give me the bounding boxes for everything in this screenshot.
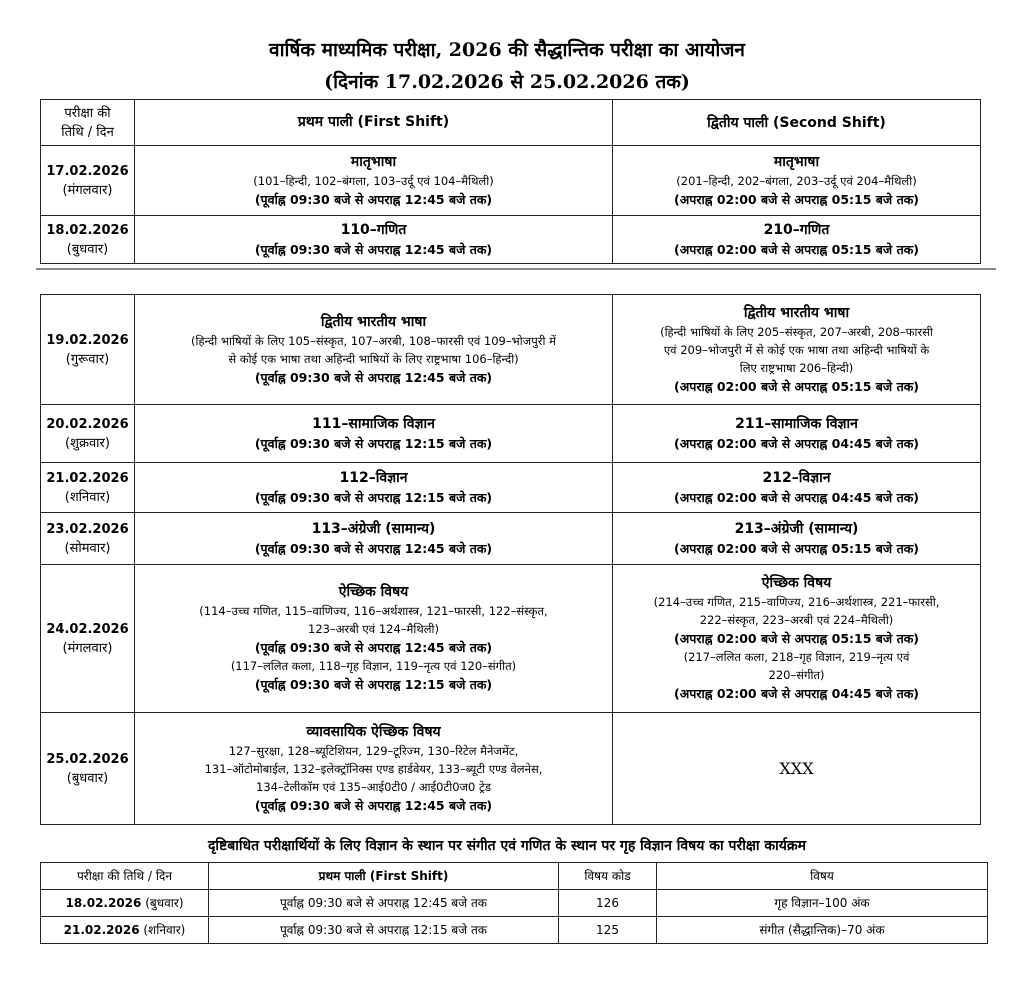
day-text: (शनिवार) [64, 489, 111, 505]
first-shift-cell [135, 295, 613, 405]
first-shift-cell [135, 146, 613, 216]
note-text: (114–उच्च गणित, 115–वाणिज्य, 116–अर्थशास्त्र, 121–फारसी, 122–संस्कृत, [199, 604, 548, 618]
schedule-table-1 [40, 99, 981, 264]
subject-text: द्वितीय भारतीय भाषा [743, 304, 850, 321]
page-subtitle: (दिनांक 17.02.2026 से 25.02.2026 तक) [324, 71, 690, 93]
subject-text: व्यावसायिक ऐच्छिक विषय [306, 723, 441, 740]
subject-text: ऐच्छिक विषय [338, 584, 409, 600]
table-row [41, 890, 988, 917]
second-shift-cell [613, 565, 981, 713]
table-header-row [41, 863, 988, 890]
subject-text: 112–विज्ञान [339, 469, 408, 486]
page-break-divider [36, 268, 996, 270]
table-row [41, 405, 981, 463]
time-text: (पूर्वाह्न 09:30 बजे से अपराह्न 12:15 बजे तक) [254, 489, 493, 505]
note-text: 127–सुरक्षा, 128–ब्यूटिशियन, 129–टूरिज्म, 130–रिटेल मैनेजमेंट, [228, 743, 519, 758]
date-text: 18.02.2026 [46, 222, 129, 238]
time-text: (पूर्वाह्न 09:30 बजे से अपराह्न 12:15 बजे तक) [254, 435, 493, 451]
table-row [41, 917, 988, 944]
time-text: (पूर्वाह्न 09:30 बजे से अपराह्न 12:45 बजे तक) [254, 369, 493, 385]
visually-impaired-heading: दृष्टिबाधित परीक्षार्थियों के लिए विज्ञान के स्थान पर संगीत एवं गणित के स्थान पर गृह विज्ञान विषय का परीक्षा कार्यक्रम [207, 838, 806, 854]
day-text: (गुरूवार) [65, 351, 110, 367]
not-applicable-text: XXX [779, 759, 814, 778]
first-shift-cell [135, 463, 613, 513]
time-text: (पूर्वाह्न 09:30 बजे से अपराह्न 12:45 बजे तक) [254, 640, 493, 655]
date-text: 23.02.2026 [46, 521, 129, 537]
second-shift-cell [613, 295, 981, 405]
table-row [41, 463, 981, 513]
first-shift-cell [135, 713, 613, 825]
header-text: प्रथम पाली (First Shift) [318, 869, 449, 883]
time-text: (अपराह्न 02:00 बजे से अपराह्न 04:45 बजे तक) [673, 435, 920, 451]
subject-text: द्वितीय भारतीय भाषा [320, 313, 427, 330]
note-text: 131–ऑटोमोबाईल, 132–इलेक्ट्रॉनिक्स एण्ड हार्डवेयर, 133–ब्यूटी एण्ड वेलनेस, [204, 761, 543, 776]
date-cell [41, 713, 135, 825]
day-text: (मंगलवार) [62, 640, 113, 656]
subject-text: मातृभाषा [350, 153, 397, 170]
time-text: (अपराह्न 02:00 बजे से अपराह्न 05:15 बजे तक) [673, 540, 920, 556]
second-shift-cell [613, 463, 981, 513]
time-text: (अपराह्न 02:00 बजे से अपराह्न 05:15 बजे तक) [673, 191, 920, 207]
first-shift-cell [135, 216, 613, 264]
column-header: परीक्षा की तिथि / दिन [41, 863, 209, 890]
second-shift-header [613, 100, 981, 146]
day-text: (शुक्रवार) [65, 435, 110, 451]
table-row [41, 713, 981, 825]
time-text: (पूर्वाह्न 09:30 बजे से अपराह्न 12:45 बजे तक) [254, 241, 493, 257]
time-text: (पूर्वाह्न 09:30 बजे से अपराह्न 12:15 बजे तक) [254, 677, 493, 692]
subject-cell: संगीत (सैद्धान्तिक)–70 अंक [657, 917, 988, 944]
note-text: 222–संस्कृत, 223–अरबी एवं 224–मैथिली) [699, 613, 894, 627]
column-header [209, 863, 559, 890]
note-text: (हिन्दी भाषियों के लिए 105–संस्कृत, 107–अरबी, 108–फारसी एवं 109–भोजपुरी में [191, 333, 556, 348]
table-row [41, 565, 981, 713]
date-cell [41, 917, 209, 944]
column-header: विषय कोड [559, 863, 657, 890]
date-text: 19.02.2026 [46, 332, 129, 348]
first-shift-header [135, 100, 613, 146]
second-shift-cell [613, 146, 981, 216]
note-text: (214–उच्च गणित, 215–वाणिज्य, 216–अर्थशास्त्र, 221–फारसी, [653, 595, 940, 609]
date-text: 17.02.2026 [46, 163, 129, 179]
schedule-table-2 [40, 294, 981, 825]
shift-cell: पूर्वाह्न 09:30 बजे से अपराह्न 12:15 बजे तक [209, 917, 559, 944]
date-text: 20.02.2026 [46, 416, 129, 432]
time-text: (अपराह्न 02:00 बजे से अपराह्न 05:15 बजे तक) [673, 241, 920, 257]
date-cell [41, 216, 135, 264]
visually-impaired-table [40, 862, 988, 944]
note-text: 220–संगीत) [768, 668, 825, 682]
header-text: तिथि / दिन [61, 124, 114, 140]
table-row [41, 216, 981, 264]
time-text: (पूर्वाह्न 09:30 बजे से अपराह्न 12:45 बजे तक) [254, 797, 493, 813]
table-header-row [41, 100, 981, 146]
subject-text: 110–गणित [340, 221, 407, 238]
time-text: (पूर्वाह्न 09:30 बजे से अपराह्न 12:45 बजे तक) [254, 540, 493, 556]
date-text: 21.02.2026 [63, 923, 140, 937]
first-shift-cell [135, 565, 613, 713]
date-text: 18.02.2026 [65, 896, 142, 910]
date-cell [41, 463, 135, 513]
date-text: 25.02.2026 [46, 751, 129, 767]
note-text: से कोई एक भाषा तथा अहिन्दी भाषियों के लिए राष्ट्रभाषा 106–हिन्दी) [228, 351, 519, 366]
date-text: 21.02.2026 [46, 470, 129, 486]
note-text: लिए राष्ट्रभाषा 206–हिन्दी) [739, 360, 854, 375]
time-text: (पूर्वाह्न 09:30 बजे से अपराह्न 12:45 बजे तक) [254, 191, 493, 207]
subject-cell: गृह विज्ञान–100 अंक [657, 890, 988, 917]
second-shift-cell [613, 513, 981, 565]
page-title: वार्षिक माध्यमिक परीक्षा, 2026 की सैद्धान्तिक परीक्षा का आयोजन [269, 39, 745, 61]
date-cell [41, 295, 135, 405]
note-text: (201–हिन्दी, 202–बंगला, 203–उर्दू एवं 204–मैथिली) [676, 173, 917, 188]
day-text: (बुधवार) [145, 896, 184, 910]
code-cell: 126 [559, 890, 657, 917]
time-text: (अपराह्न 02:00 बजे से अपराह्न 04:45 बजे तक) [673, 489, 920, 505]
date-cell [41, 890, 209, 917]
subject-text: 213–अंग्रेजी (सामान्य) [734, 520, 859, 537]
second-shift-cell [613, 216, 981, 264]
time-text: (अपराह्न 02:00 बजे से अपराह्न 05:15 बजे तक) [673, 631, 920, 646]
table-row [41, 513, 981, 565]
note-text: 134–टेलीकॉम एवं 135–आई0टी0 / आई0टी0ज0 ट्रेड [256, 779, 491, 794]
note-text: एवं 209–भोजपुरी में से कोई एक भाषा तथा अहिन्दी भाषियों के [663, 342, 930, 357]
day-text: (मंगलवार) [62, 182, 113, 198]
time-text: (अपराह्न 02:00 बजे से अपराह्न 04:45 बजे तक) [673, 686, 920, 701]
time-text: (अपराह्न 02:00 बजे से अपराह्न 05:15 बजे तक) [673, 378, 920, 394]
subject-text: मातृभाषा [773, 153, 820, 170]
subject-text: 210–गणित [763, 221, 830, 238]
note-text: (217–ललित कला, 218–गृह विज्ञान, 219–नृत्य एवं [683, 650, 910, 664]
second-shift-cell [613, 405, 981, 463]
date-text: 24.02.2026 [46, 621, 129, 637]
subject-text: 212–विज्ञान [762, 469, 831, 486]
column-header: विषय [657, 863, 988, 890]
subject-text: 211–सामाजिक विज्ञान [735, 415, 858, 432]
first-shift-cell [135, 405, 613, 463]
second-shift-cell [613, 713, 981, 825]
table-row [41, 146, 981, 216]
note-text: (117–ललित कला, 118–गृह विज्ञान, 119–नृत्य एवं 120–संगीत) [230, 659, 517, 673]
header-text: परीक्षा की [64, 105, 111, 121]
subject-text: 111–सामाजिक विज्ञान [312, 415, 435, 432]
note-text: 123–अरबी एवं 124–मैथिली) [308, 622, 439, 636]
shift-cell: पूर्वाह्न 09:30 बजे से अपराह्न 12:45 बजे तक [209, 890, 559, 917]
note-text: (हिन्दी भाषियों के लिए 205–संस्कृत, 207–अरबी, 208–फारसी [660, 324, 933, 339]
day-text: (बुधवार) [66, 770, 109, 786]
date-cell [41, 405, 135, 463]
date-cell [41, 513, 135, 565]
day-text: (सोमवार) [64, 540, 111, 556]
day-text: (शनिवार) [143, 923, 186, 937]
subject-text: 113–अंग्रेजी (सामान्य) [311, 520, 436, 537]
subject-text: ऐच्छिक विषय [761, 575, 832, 591]
table-row [41, 295, 981, 405]
header-text: प्रथम पाली (First Shift) [297, 114, 450, 130]
note-text: (101–हिन्दी, 102–बंगला, 103–उर्दू एवं 104–मैथिली) [253, 173, 494, 188]
date-cell [41, 146, 135, 216]
code-cell: 125 [559, 917, 657, 944]
header-text: द्वितीय पाली (Second Shift) [707, 114, 886, 131]
first-shift-cell [135, 513, 613, 565]
day-text: (बुधवार) [66, 241, 109, 257]
date-cell [41, 565, 135, 713]
date-column-header [41, 100, 135, 146]
